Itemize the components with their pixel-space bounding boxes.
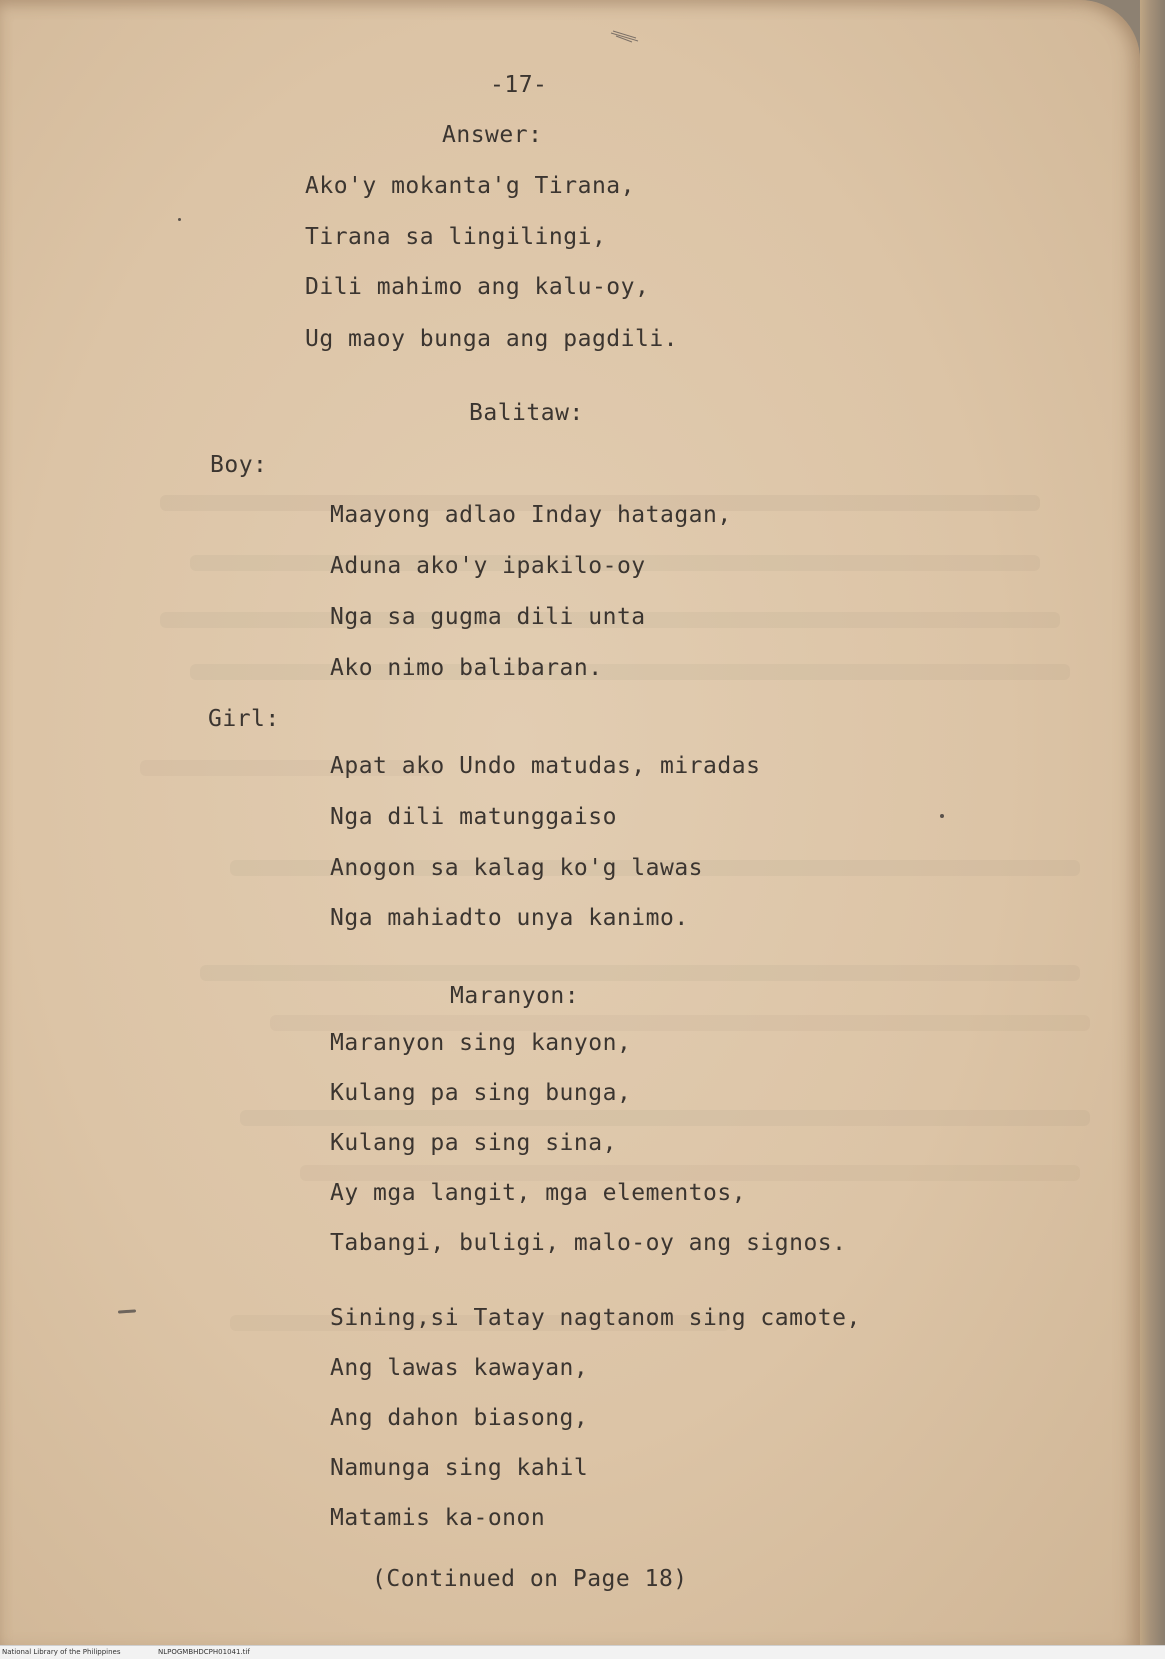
page-number: -17- [490,72,548,98]
answer-line: Dili mahimo ang kalu-oy, [305,274,650,300]
boy-label: Boy: [210,452,268,478]
girl-line: Nga dili matunggaiso [330,804,617,830]
sining-line: Sining,si Tatay nagtanom sing camote, [330,1305,861,1331]
sining-line: Namunga sing kahil [330,1455,589,1481]
girl-line: Nga mahiadto unya kanimo. [330,905,689,931]
sining-line: Matamis ka-onon [330,1505,546,1531]
maranyon-line: Kulang pa sing bunga, [330,1080,632,1106]
ink-dot [940,814,944,818]
answer-line: Tirana sa lingilingi, [305,224,607,250]
ink-dot [178,218,181,221]
girl-line: Anogon sa kalag ko'g lawas [330,855,704,881]
maranyon-line: Kulang pa sing sina, [330,1130,617,1156]
boy-line: Nga sa gugma dili unta [330,604,646,630]
footer-library: National Library of the Philippines [2,1648,121,1656]
footer-file: NLPOGMBHDCPH01041.tif [158,1648,250,1656]
maranyon-line: Tabangi, buligi, malo-oy ang signos. [330,1230,847,1256]
boy-line: Maayong adlao Inday hatagan, [330,502,732,528]
boy-line: Aduna ako'y ipakilo-oy [330,553,646,579]
answer-line: Ako'y mokanta'g Tirana, [305,173,635,199]
balitaw-heading: Balitaw: [469,400,584,426]
maranyon-heading: Maranyon: [450,983,580,1009]
scan-footer [0,1645,1165,1659]
boy-line: Ako nimo balibaran. [330,655,603,681]
girl-line: Apat ako Undo matudas, miradas [330,753,761,779]
girl-label: Girl: [208,706,280,732]
answer-line: Ug maoy bunga ang pagdili. [305,326,679,352]
maranyon-line: Ay mga langit, mga elementos, [330,1180,747,1206]
continued-note: (Continued on Page 18) [372,1566,688,1592]
maranyon-line: Maranyon sing kanyon, [330,1030,632,1056]
scratch-mark [610,30,640,44]
sining-line: Ang lawas kawayan, [330,1355,589,1381]
answer-heading: Answer: [442,122,543,148]
page-edge [1140,0,1165,1658]
sining-line: Ang dahon biasong, [330,1405,589,1431]
